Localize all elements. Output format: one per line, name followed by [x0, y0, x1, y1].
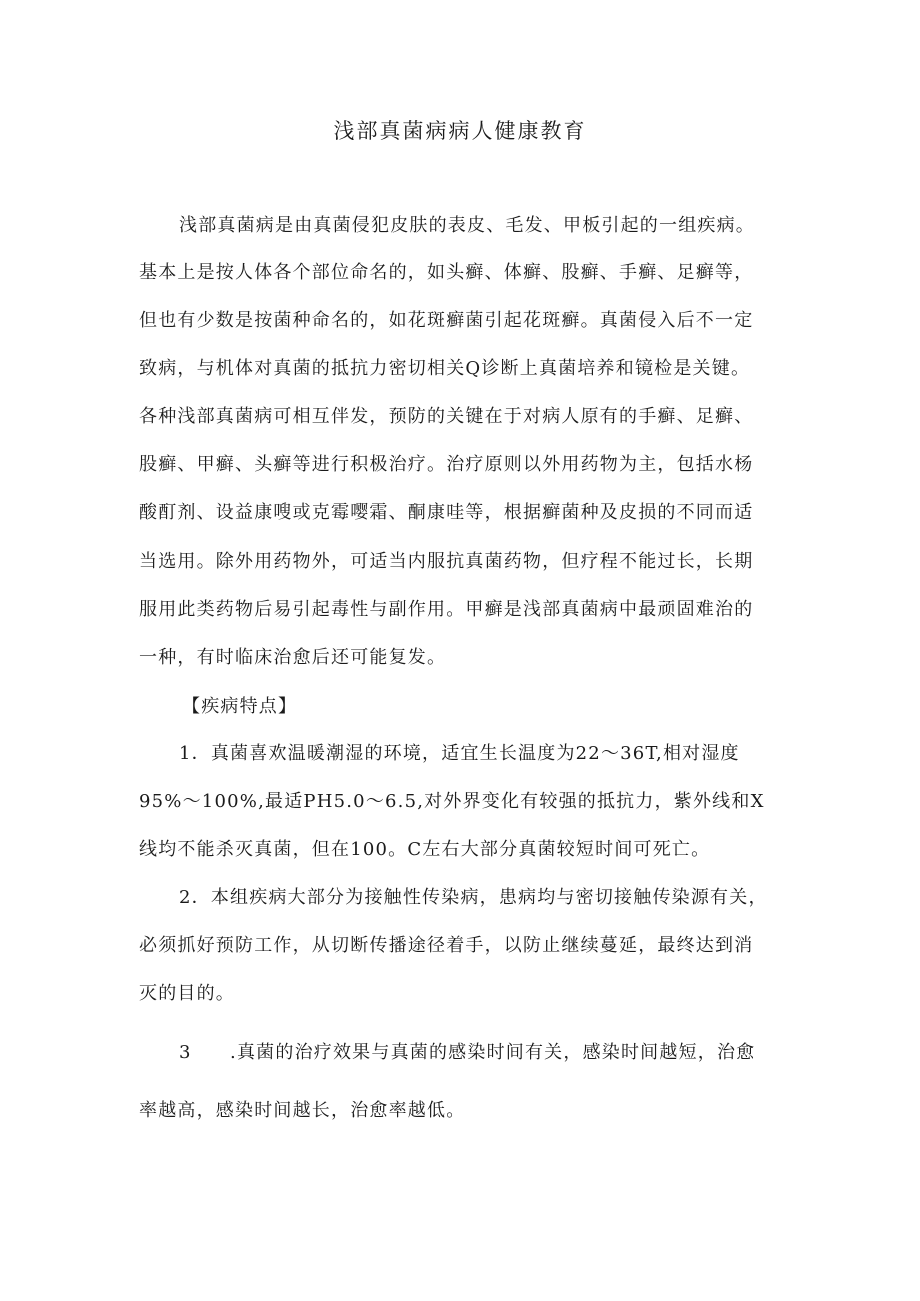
intro-line: 酸酊剂、设益康嗖或克霉嘤霜、酮康哇等，根据癣菌种及皮损的不同而适	[139, 502, 754, 523]
item-1-line: 线均不能杀灭真菌，但在100。C左右大部分真菌较短时间可死亡。	[139, 839, 711, 860]
item-1-line: 1．真菌喜欢温暖潮湿的环境，适宜生长温度为22～36T,相对湿度	[179, 743, 740, 764]
intro-line: 一种，有时临床治愈后还可能复发。	[139, 647, 447, 668]
section-heading: 【疾病特点】	[182, 696, 298, 717]
intro-line: 股癣、甲癣、头癣等进行积极治疗。治疗原则以外用药物为主，包括水杨	[139, 454, 754, 475]
item-3-line: 3 .真菌的治疗效果与真菌的感染时间有关，感染时间越短，治愈	[179, 1042, 756, 1063]
item-3-line: 率越高，感染时间越长，治愈率越低。	[139, 1100, 466, 1121]
item-1-line: 95%～100%,最适PH5.0～6.5,对外界变化有较强的抵抗力，紫外线和X	[139, 791, 765, 812]
intro-line: 基本上是按人体各个部位命名的，如头癣、体癣、股癣、手癣、足癣等，	[139, 262, 754, 283]
intro-line: 当选用。除外用药物外，可适当内服抗真菌药物，但疗程不能过长，长期	[139, 551, 754, 572]
item-2-line: 灭的目的。	[139, 983, 235, 1004]
document-title: 浅部真菌病病人健康教育	[333, 119, 587, 143]
item-2-line: 必须抓好预防工作，从切断传播途径着手，以防止继续蔓延，最终达到消	[139, 935, 754, 956]
intro-line: 服用此类药物后易引起毒性与副作用。甲癣是浅部真菌病中最顽固难治的	[139, 599, 754, 620]
intro-line: 各种浅部真菌病可相互伴发，预防的关键在于对病人原有的手癣、足癣、	[139, 406, 754, 427]
item-2-line: 2．本组疾病大部分为接触性传染病，患病均与密切接触传染源有关，	[179, 887, 768, 908]
intro-line: 浅部真菌病是由真菌侵犯皮肤的表皮、毛发、甲板引起的一组疾病。	[179, 215, 755, 236]
intro-line: 但也有少数是按菌种命名的，如花斑癣菌引起花斑癣。真菌侵入后不一定	[139, 310, 754, 331]
intro-line: 致病，与机体对真菌的抵抗力密切相关Q诊断上真菌培养和镜检是关键。	[139, 358, 751, 379]
